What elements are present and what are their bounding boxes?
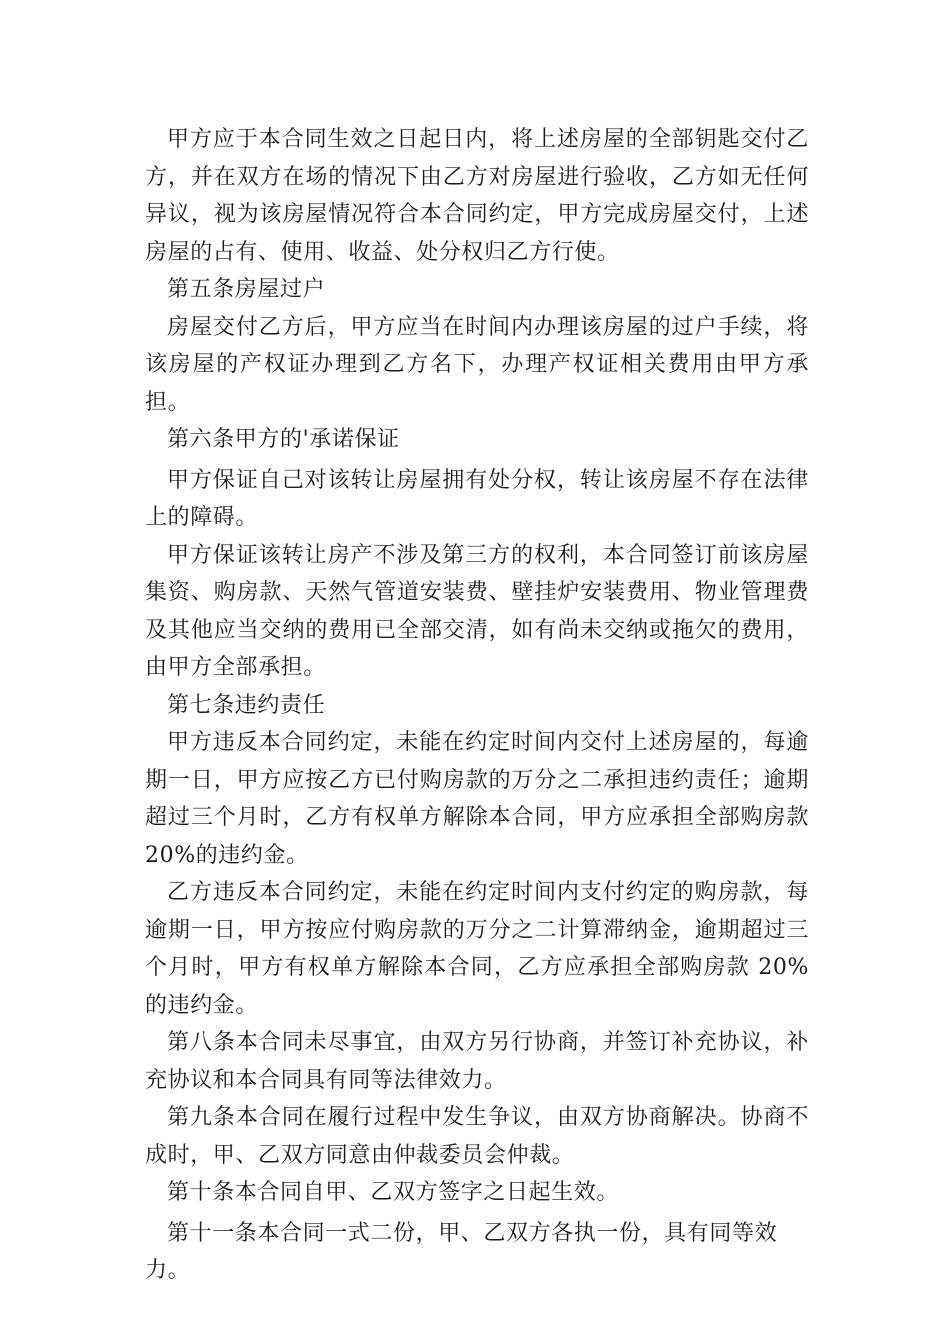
paragraph-breach-party-a: 甲方违反本合同约定，未能在约定时间内交付上述房屋的，每逾期一日，甲方应按乙方已付购房款的万分之二承担违约责任；逾期超过三个月时，乙方有权单方解除本合同，甲方应承担全部购房款20%的违约金。 <box>145 730 809 868</box>
heading-article-7: 第七条违约责任 <box>167 692 326 718</box>
paragraph-guarantee-1: 甲方保证自己对该转让房屋拥有处分权，转让该房屋不存在法律上的障碍。 <box>145 467 809 530</box>
heading-article-6: 第六条甲方的'承诺保证 <box>167 427 400 452</box>
paragraph-article-11: 第十一条本合同一式二份，甲、乙双方各执一份，具有同等效力。 <box>145 1220 778 1283</box>
paragraph-guarantee-2: 甲方保证该转让房产不涉及第三方的权利，本合同签订前该房屋集资、购房款、天然气管道安装费、壁挂炉安装费用、物业管理费及其他应当交纳的费用已全部交清，如有尚未交纳或拖欠的费用，由甲方全部承担。 <box>145 542 809 680</box>
paragraph-breach-party-b: 乙方违反本合同约定，未能在约定时间内支付约定的购房款，每逾期一日，甲方按应付购房款的万分之二计算滞纳金，逾期超过三个月时，甲方有权单方解除本合同，乙方应承担全部购房款 20%的违约金。 <box>145 880 809 1018</box>
paragraph-article-8: 第八条本合同未尽事宜，由双方另行协商，并签订补充协议，补充协议和本合同具有同等法律效力。 <box>145 1030 809 1093</box>
heading-article-5: 第五条房屋过户 <box>167 277 326 302</box>
document-body <box>145 121 809 1290</box>
paragraph-article-9: 第九条本合同在履行过程中发生争议，由双方协商解决。协商不成时，甲、乙双方同意由仲裁委员会仲裁。 <box>145 1105 809 1168</box>
paragraph-article-10: 第十条本合同自甲、乙双方签字之日起生效。 <box>167 1180 620 1205</box>
paragraph-delivery: 甲方应于本合同生效之日起日内，将上述房屋的全部钥匙交付乙方，并在双方在场的情况下由乙方对房屋进行验收，乙方如无任何异议，视为该房屋情况符合本合同约定，甲方完成房屋交付，上述房屋的占有、使用、收益、处分权归乙方行使。 <box>145 127 809 265</box>
paragraph-transfer: 房屋交付乙方后，甲方应当在时间内办理该房屋的过户手续，将该房屋的产权证办理到乙方名下，办理产权证相关费用由甲方承担。 <box>145 314 809 415</box>
